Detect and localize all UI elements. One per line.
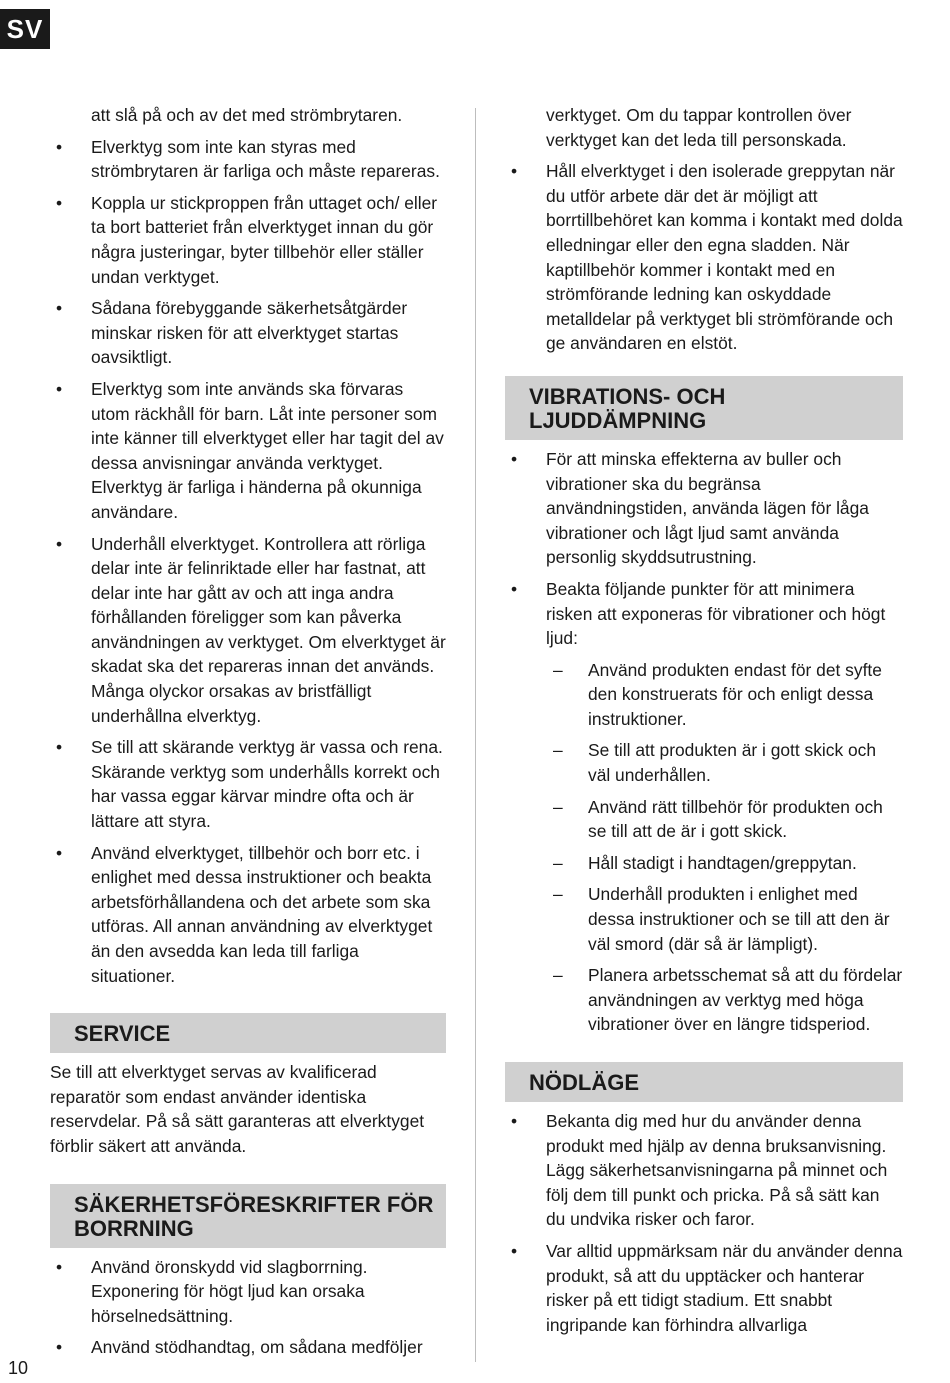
- dash-icon: –: [553, 965, 563, 986]
- section-heading-service: SERVICE: [50, 1013, 446, 1053]
- list-item: • För att minska effekterna av buller och vibrationer ska du begränsa användningstiden, använda lägen för låga vibrationer och lågt ljud samt använda personlig skyddsutrustning.: [511, 448, 869, 568]
- page-number: 10: [8, 1358, 29, 1378]
- list-item: • Koppla ur stickproppen från uttaget och/ eller ta bort batteriet från elverktyget innan du gör några justeringar, byter tillbehör eller ställer undan verktyget.: [56, 192, 438, 287]
- section-heading-vibration: VIBRATIONS- OCH LJUDDÄMPNING: [505, 376, 903, 440]
- language-tab: SV: [0, 9, 50, 49]
- bullet-icon: •: [511, 578, 518, 599]
- bullet-icon: •: [56, 1337, 63, 1358]
- sub-list-item: – Planera arbetsschemat så att du fördelar användningen av verktyg med höga vibrationer över en längre tidsperiod.: [553, 965, 903, 1035]
- list-item: • Var alltid uppmärksam när du använder denna produkt, så att du upptäcker och hanterar risker på ett tidigt stadium. Ett snabbt ingripande kan förhindra allvarliga: [511, 1240, 903, 1335]
- bullet-icon: •: [56, 378, 63, 399]
- column-divider: [475, 108, 476, 1362]
- list-item: • Elverktyg som inte används ska förvaras utom räckhåll för barn. Låt inte personer som inte känner till elverktyget eller har tagit del av dessa anvisningar använda verktyget. Elverktyg är farliga i händerna på okunniga användare.: [56, 378, 444, 522]
- dash-icon: –: [553, 852, 563, 873]
- section-heading-emergency: NÖDLÄGE: [505, 1062, 903, 1102]
- right-column: [505, 103, 903, 1344]
- list-item: • Elverktyg som inte kan styras med strömbrytaren är farliga och måste repareras.: [56, 136, 440, 182]
- bullet-icon: •: [511, 1240, 518, 1261]
- bullet-icon: •: [511, 1111, 518, 1131]
- list-item: • Använd elverktyget, tillbehör och borr etc. i enlighet med dessa instruktioner och beakta arbetsförhållandena och det arbete som ska utföras. All annan användning av elverktyget än den avsedda kan leda till farliga situationer.: [56, 842, 433, 986]
- bullet-icon: •: [56, 298, 63, 319]
- sub-list-item: – Underhåll produkten i enlighet med dessa instruktioner och se till att den är väl smord (där så är lämpligt).: [553, 884, 890, 954]
- list-item: • Använd öronskydd vid slagborrning. Exponering för högt ljud kan orsaka hörselnedsättning.: [56, 1256, 368, 1326]
- bullet-icon: •: [56, 136, 63, 157]
- continued-text: att slå på och av det med strömbrytaren.: [91, 105, 403, 125]
- sub-list-item: – Använd rätt tillbehör för produkten och se till att de är i gott skick.: [553, 796, 883, 842]
- list-item: • Bekanta dig med hur du använder denna produkt med hjälp av denna bruksanvisning. Lägg säkerhetsanvisningarna på minnet och följ dem till punkt och pricka. På så sätt kan du undvika risker och faror.: [511, 1111, 888, 1230]
- list-item: • Använd stödhandtag, om sådana medföljer: [50, 1335, 446, 1360]
- service-text: Se till att elverktyget servas av kvalificerad reparatör som endast använder identiska reservdelar. På så sätt garanteras att elverktyget förblir säkert att använda.: [50, 1062, 425, 1156]
- left-column: [50, 103, 446, 1367]
- list-item: • Sådana förebyggande säkerhetsåtgärder minskar risken för att elverktyget startas oavsiktligt.: [56, 298, 408, 368]
- list-item: • Håll elverktyget i den isolerade greppytan när du utför arbete där det är möjligt att borrtillbehöret kan komma i kontakt med dolda elledningar eller den egna sladden. När kaptillbehör kommer i kontakt med en strömförande ledning kan oskyddade metalldelar på verktyget bli strömförande och ge användaren en elstöt.: [511, 161, 903, 354]
- list-item: • Underhåll elverktyget. Kontrollera att rörliga delar inte är felinriktade eller har fastnat, att delar inte har gått av och att inga andra förhållanden föreligger som kan påverka användningen av verktyget. Om elverktyget är skadat ska det repareras innan det används. Många olyckor orsakas av bristfälligt underhållna elverktyg.: [56, 533, 446, 726]
- dash-icon: –: [553, 884, 563, 905]
- bullet-icon: •: [511, 161, 518, 182]
- sub-list-item: – Använd produkten endast för det syfte den konstruerats för och enligt dessa instruktioner.: [553, 659, 882, 729]
- sub-list-item: – Se till att produkten är i gott skick och väl underhållen.: [553, 740, 877, 786]
- sub-list-item: – Håll stadigt i handtagen/greppytan.: [505, 851, 903, 876]
- section-heading-drilling-safety: SÄKERHETSFÖRESKRIFTER FÖR BORRNING: [50, 1184, 446, 1248]
- bullet-icon: •: [56, 842, 63, 863]
- bullet-icon: •: [56, 737, 63, 758]
- dash-icon: –: [553, 796, 563, 817]
- bullet-icon: •: [56, 533, 63, 554]
- list-item: • Beakta följande punkter för att minimera risken att exponeras för vibrationer och högt ljud:: [511, 578, 886, 649]
- continued-text: verktyget. Om du tappar kontrollen över verktyget kan det leda till personskada.: [546, 105, 852, 150]
- bullet-icon: •: [56, 192, 63, 213]
- dash-icon: –: [553, 740, 563, 761]
- bullet-icon: •: [511, 448, 518, 469]
- bullet-icon: •: [56, 1256, 63, 1277]
- dash-icon: –: [553, 659, 563, 680]
- list-item: • Se till att skärande verktyg är vassa och rena. Skärande verktyg som underhålls korrekt och har vassa eggar kärvar mindre ofta och är lättare att styra.: [56, 737, 443, 832]
